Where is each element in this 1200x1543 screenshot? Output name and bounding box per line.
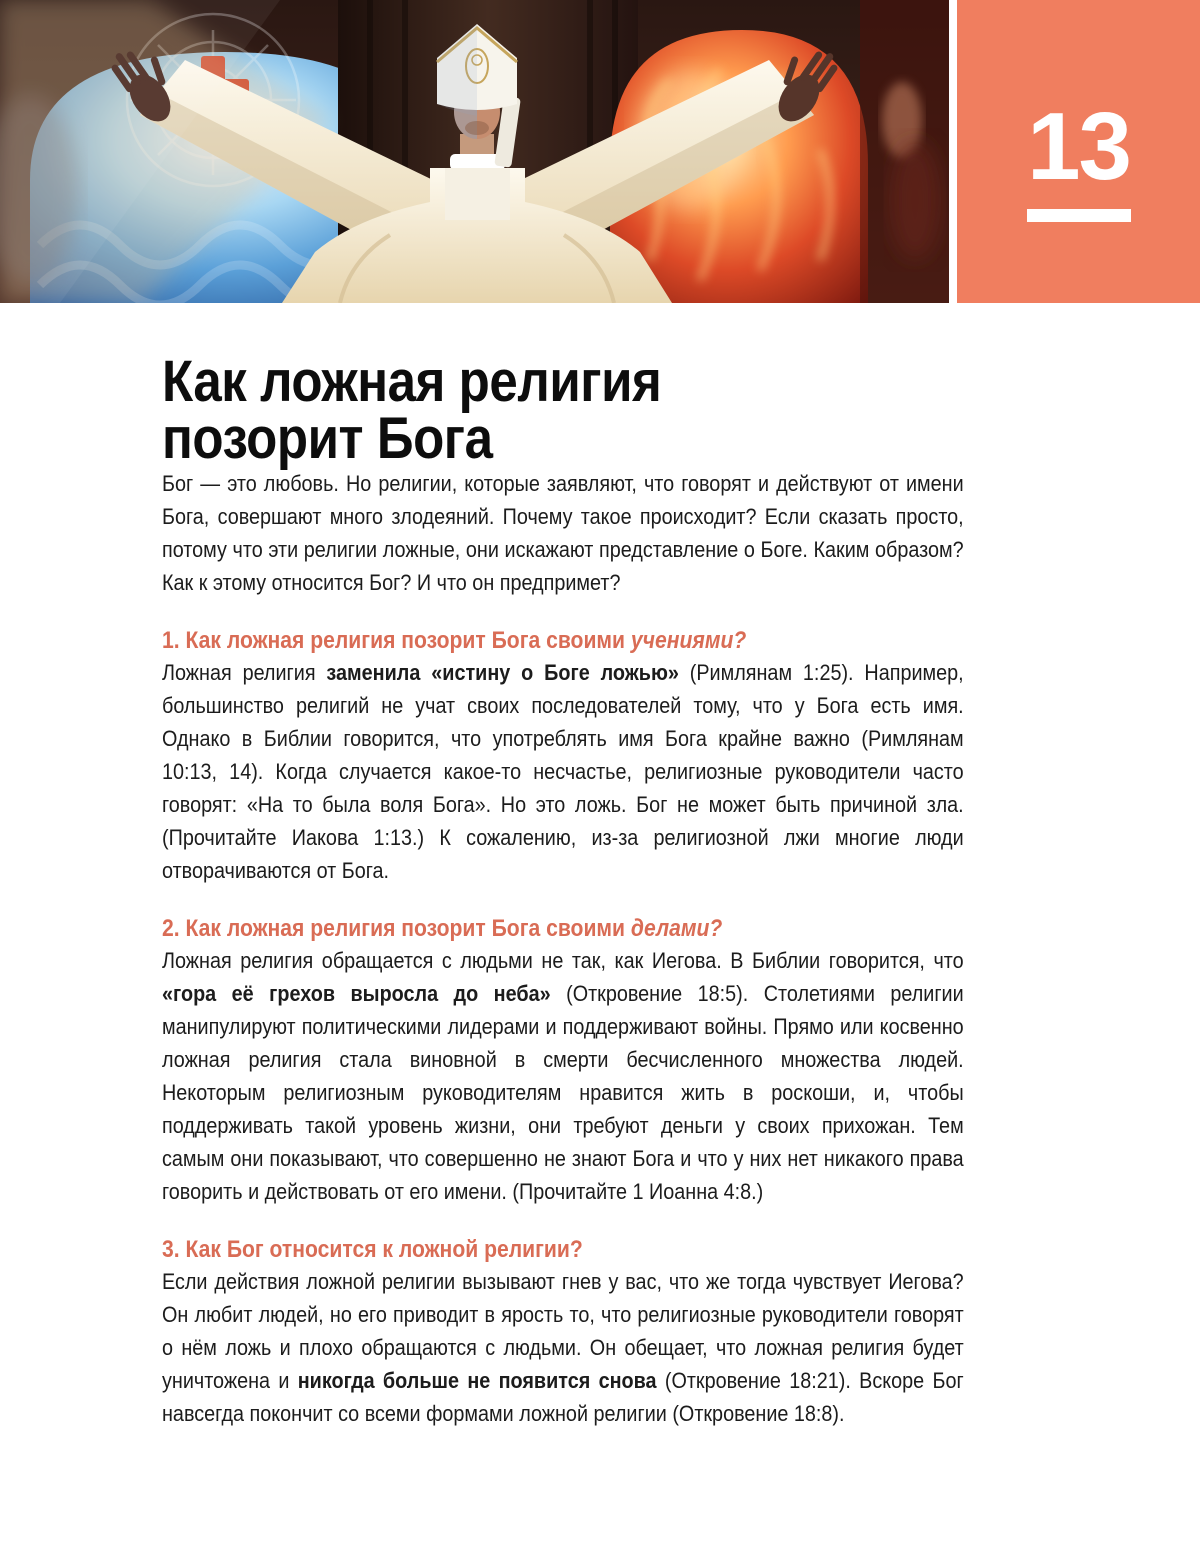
section-1-heading: 1. Как ложная религия позорит Бога своими учениями? <box>162 627 747 654</box>
section-1-paragraph: Ложная религия заменила «истину о Боге ложью» (Римлянам 1:25). Например, большинство религий не учат своих последователей тому, что у Бога есть имя. Однако в Библии говорится, что употреблять имя Бога крайне важно (Римлянам 10:13, 14). Когда случается какое-то несчастье, религиозные руководители часто говорят: «На то была воля Бога». Но это ложь. Бог не может быть причиной зла. (Прочитайте Иакова 1:13.) К сожалению, из-за религиозной лжи многие люди отворачиваются от Бога. <box>162 660 964 883</box>
content <box>0 349 1200 1430</box>
section-2 <box>162 914 964 1208</box>
header <box>0 0 1200 303</box>
lesson-number: 13 <box>1027 93 1130 200</box>
page-title: Как ложная религия позорит Бога <box>162 349 662 471</box>
priest-illustration <box>0 0 949 303</box>
lesson-number-box <box>957 0 1200 303</box>
header-gap <box>949 0 957 303</box>
intro-paragraph: Бог — это любовь. Но религии, которые заявляют, что говорят и действуют от имени Бога, совершают много злодеяний. Почему такое происходит? Если сказать просто, потому что эти религии ложные, они искажают представление о Боге. Каким образом? Как к этому относится Бог? И что он предпримет? <box>162 471 964 595</box>
section-3-heading: 3. Как Бог относится к ложной религии? <box>162 1236 583 1263</box>
section-2-heading: 2. Как ложная религия позорит Бога своими делами? <box>162 915 723 942</box>
section-2-paragraph: Ложная религия обращается с людьми не так, как Иегова. В Библии говорится, что «гора её грехов выросла до неба» (Откровение 18:5). Столетиями религии манипулируют политическими лидерами и поддерживают войны. Прямо или косвенно ложная религия стала виновной в смерти бесчисленного множества людей. Некоторым религиозным руководителям нравится жить в роскоши, и, чтобы поддерживать такой уровень жизни, они требуют деньги у своих прихожан. Тем самым они показывают, что совершенно не знают Бога и что у них нет никакого права говорить и действовать от его имени. (Прочитайте 1 Иоанна 4:8.) <box>162 948 964 1204</box>
section-3 <box>162 1235 964 1430</box>
lesson-underline <box>1027 209 1131 222</box>
hero-image <box>0 0 949 303</box>
section-3-paragraph: Если действия ложной религии вызывают гнев у вас, что же тогда чувствует Иегова? Он любит людей, но его приводит в ярость то, что религиозные руководители говорят о нём ложь и плохо обращаются с людьми. Он обещает, что ложная религия будет уничтожена и никогда больше не появится снова (Откровение 18:21). Вскоре Бог навсегда покончит со всеми формами ложной религии (Откровение 18:8). <box>162 1269 964 1426</box>
text-column <box>162 349 964 1430</box>
section-1 <box>162 626 964 887</box>
